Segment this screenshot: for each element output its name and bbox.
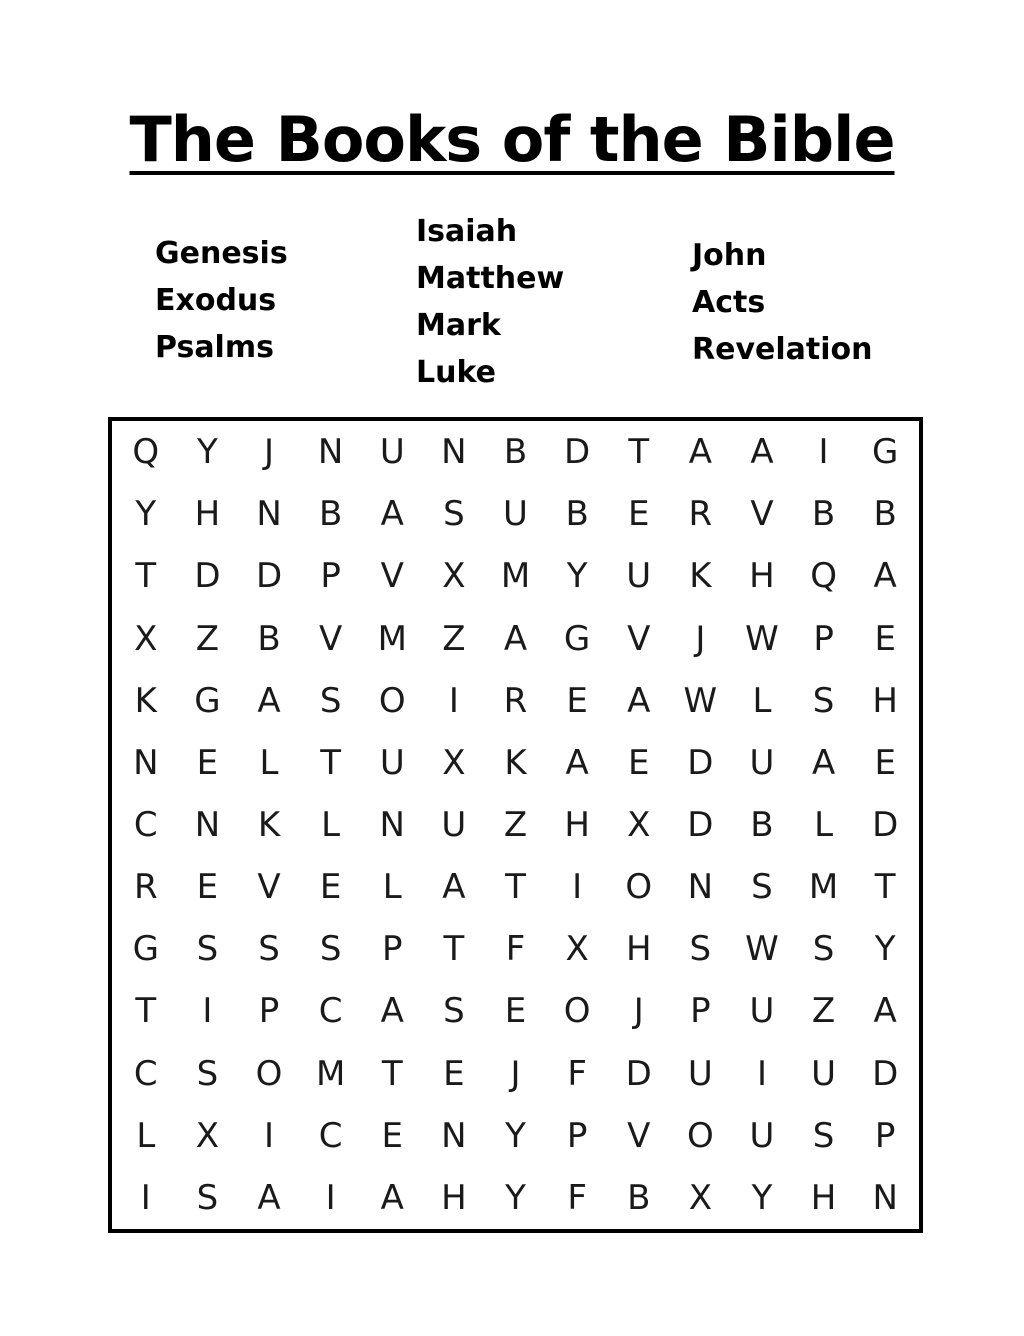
grid-letter-cell[interactable]: J [695, 618, 706, 659]
grid-letter-cell[interactable]: Y [197, 432, 218, 473]
grid-letter-cell[interactable]: E [874, 618, 896, 659]
grid-letter-cell[interactable]: K [257, 804, 281, 845]
grid-letter-cell[interactable]: U [626, 556, 652, 597]
grid-letter-cell[interactable]: A [750, 432, 774, 473]
grid-letter-cell[interactable]: V [319, 618, 343, 659]
word-list-column-2 [416, 208, 564, 396]
grid-letter-cell[interactable]: J [510, 1053, 521, 1094]
grid-letter-cell[interactable]: U [503, 494, 528, 535]
grid-letter-cell[interactable]: A [257, 1177, 281, 1218]
grid-letter-cell[interactable]: D [687, 742, 714, 783]
grid-letter-cell[interactable]: B [627, 1177, 651, 1218]
grid-letter-cell[interactable]: S [443, 494, 465, 535]
grid-letter-cell[interactable]: Z [195, 618, 220, 659]
grid-letter-cell[interactable]: V [750, 494, 774, 535]
grid-letter-cell[interactable]: I [140, 1177, 151, 1218]
grid-letter-cell[interactable]: B [565, 494, 589, 535]
grid-letter-cell[interactable]: T [320, 742, 342, 783]
grid-letter-cell[interactable]: N [687, 867, 714, 908]
grid-letter-cell[interactable]: Y [505, 1177, 526, 1218]
grid-letter-cell[interactable]: N [441, 1115, 467, 1156]
grid-letter-cell[interactable]: D [872, 1053, 899, 1094]
grid-letter-cell[interactable]: F [567, 1053, 587, 1094]
grid-letter-cell[interactable]: C [133, 804, 158, 845]
grid-letter-cell[interactable]: L [814, 804, 834, 845]
grid-letter-cell[interactable]: G [563, 618, 591, 659]
grid-letter-cell[interactable]: D [687, 804, 714, 845]
grid-letter-cell[interactable]: Y [505, 1115, 526, 1156]
grid-letter-cell[interactable]: G [872, 432, 899, 473]
grid-letter-cell[interactable]: O [686, 1115, 714, 1156]
grid-letter-cell[interactable]: U [379, 432, 405, 473]
grid-letter-cell[interactable]: A [380, 1177, 404, 1218]
grid-letter-cell[interactable]: Y [874, 929, 896, 970]
grid-letter-cell[interactable]: P [874, 1115, 896, 1156]
grid-letter-cell[interactable]: Z [503, 804, 528, 845]
grid-letter-cell[interactable]: P [813, 618, 834, 659]
grid-letter-cell[interactable]: E [319, 867, 342, 908]
grid-letter-cell[interactable]: L [259, 742, 279, 783]
grid-letter-cell[interactable]: B [811, 494, 836, 535]
grid-letter-cell[interactable]: S [751, 867, 773, 908]
grid-letter-cell[interactable]: S [196, 1053, 219, 1094]
grid-letter-cell[interactable]: C [318, 991, 343, 1032]
grid-letter-cell[interactable]: I [756, 1053, 767, 1094]
grid-letter-cell[interactable]: R [133, 867, 158, 908]
word-list-item: Isaiah [416, 214, 518, 249]
grid-letter-cell[interactable]: H [872, 680, 898, 721]
grid-letter-cell[interactable]: S [258, 929, 280, 970]
grid-letter-cell[interactable]: G [132, 929, 159, 970]
grid-letter-cell[interactable]: B [318, 494, 343, 535]
grid-letter-cell[interactable]: H [810, 1177, 837, 1218]
grid-letter-cell[interactable]: W [745, 618, 779, 659]
word-search-grid [108, 417, 923, 1233]
word-list-item: Acts [692, 285, 766, 320]
grid-letter-cell[interactable]: E [381, 1115, 403, 1156]
grid-letter-cell[interactable]: N [194, 804, 221, 845]
grid-letter-cell[interactable]: N [317, 432, 344, 473]
grid-letter-cell[interactable]: O [625, 867, 653, 908]
grid-letter-cell[interactable]: X [134, 618, 158, 659]
grid-letter-cell[interactable]: F [505, 929, 526, 970]
grid-letter-cell[interactable]: M [500, 556, 531, 597]
grid-letter-cell[interactable]: E [443, 1053, 465, 1094]
grid-letter-cell[interactable]: T [135, 556, 157, 597]
grid-letter-cell[interactable]: U [687, 1053, 713, 1094]
grid-letter-cell[interactable]: W [683, 680, 718, 721]
grid-letter-cell[interactable]: Z [442, 618, 466, 659]
grid-letter-cell[interactable]: T [135, 991, 157, 1032]
grid-letter-cell[interactable]: U [749, 742, 775, 783]
grid-letter-cell[interactable]: E [196, 867, 219, 908]
grid-letter-cell[interactable]: H [749, 556, 775, 597]
grid-letter-cell[interactable]: X [195, 1115, 220, 1156]
grid-letter-cell[interactable]: O [563, 991, 591, 1032]
grid-letter-cell[interactable]: U [749, 991, 775, 1032]
grid-letter-cell[interactable]: H [194, 494, 221, 535]
grid-letter-cell[interactable]: N [133, 742, 159, 783]
grid-letter-cell[interactable]: F [567, 1177, 587, 1218]
grid-letter-cell[interactable]: U [811, 1053, 837, 1094]
grid-letter-cell[interactable]: S [812, 680, 835, 721]
grid-letter-cell[interactable]: V [257, 867, 281, 908]
grid-letter-cell[interactable]: A [811, 742, 836, 783]
grid-letter-cell[interactable]: A [380, 991, 404, 1032]
grid-letter-cell[interactable]: R [503, 680, 528, 721]
grid-letter-cell[interactable]: V [380, 556, 404, 597]
grid-letter-cell[interactable]: S [812, 1115, 835, 1156]
grid-letter-cell[interactable]: X [627, 804, 651, 845]
grid-letter-cell[interactable]: U [749, 1115, 775, 1156]
grid-letter-cell[interactable]: A [688, 432, 712, 473]
grid-letter-cell[interactable]: P [382, 929, 403, 970]
word-list-item: Exodus [155, 283, 277, 318]
grid-letter-cell[interactable]: E [566, 680, 588, 721]
grid-letter-cell[interactable]: P [258, 991, 280, 1032]
grid-letter-cell[interactable]: H [564, 804, 590, 845]
grid-letter-cell[interactable]: D [564, 432, 591, 473]
grid-letter-cell[interactable]: D [872, 804, 899, 845]
grid-letter-cell[interactable]: J [264, 432, 275, 473]
word-list-item: John [692, 238, 767, 273]
grid-letter-cell[interactable]: S [812, 929, 835, 970]
grid-letter-cell[interactable]: E [874, 742, 896, 783]
grid-letter-cell[interactable]: X [442, 742, 466, 783]
grid-letter-cell[interactable]: V [627, 1115, 651, 1156]
grid-letter-cell[interactable]: L [382, 867, 402, 908]
grid-letter-cell[interactable]: P [566, 1115, 588, 1156]
grid-letter-cell[interactable]: H [625, 929, 652, 970]
grid-letter-cell[interactable]: E [504, 991, 527, 1032]
grid-letter-cell[interactable]: Q [132, 432, 160, 473]
grid-letter-cell[interactable]: B [750, 804, 774, 845]
grid-letter-cell[interactable]: I [202, 991, 213, 1032]
grid-letter-cell[interactable]: S [689, 929, 712, 970]
grid-letter-cell[interactable]: H [441, 1177, 467, 1218]
word-list-item: Genesis [155, 236, 288, 271]
grid-letter-cell[interactable]: C [318, 1115, 343, 1156]
word-list-item: Matthew [416, 261, 565, 296]
grid-letter-cell[interactable]: C [133, 1053, 158, 1094]
grid-letter-cell[interactable]: I [325, 1177, 336, 1218]
grid-letter-cell[interactable]: L [136, 1115, 156, 1156]
grid-letter-cell[interactable]: X [442, 556, 466, 597]
grid-letter-cell[interactable]: J [633, 991, 644, 1032]
grid-letter-cell[interactable]: A [627, 680, 651, 721]
grid-letter-cell[interactable]: O [255, 1053, 283, 1094]
grid-letter-cell[interactable]: P [690, 991, 711, 1032]
grid-letter-cell[interactable]: I [572, 867, 583, 908]
grid-letter-cell[interactable]: Y [135, 494, 157, 535]
grid-letter-cell[interactable]: D [255, 556, 283, 597]
grid-letter-cell[interactable]: K [134, 680, 157, 721]
grid-letter-cell[interactable]: Y [566, 556, 588, 597]
grid-letter-cell[interactable]: Z [811, 991, 836, 1032]
grid-letter-cell[interactable]: Y [751, 1177, 773, 1218]
grid-letter-cell[interactable]: D [625, 1053, 652, 1094]
grid-letter-cell[interactable]: I [448, 680, 459, 721]
word-list-item: Luke [416, 355, 496, 390]
grid-letter-cell[interactable]: L [321, 804, 341, 845]
word-list-item: Psalms [155, 330, 274, 365]
grid-letter-cell[interactable]: G [194, 680, 221, 721]
grid-letter-cell[interactable]: T [443, 929, 465, 970]
grid-letter-cell[interactable]: U [441, 804, 467, 845]
grid-letter-cell[interactable]: T [505, 867, 526, 908]
grid-letter-cell[interactable]: K [689, 556, 712, 597]
grid-letter-cell[interactable]: R [688, 494, 713, 535]
grid-letter-cell[interactable]: T [874, 867, 896, 908]
grid-letter-cell[interactable]: S [319, 680, 342, 721]
page-title [0, 98, 1024, 182]
grid-letter-cell[interactable]: A [257, 680, 281, 721]
grid-letter-cell[interactable]: M [315, 1053, 346, 1094]
grid-letter-cell[interactable]: T [628, 432, 650, 473]
grid-letter-cell[interactable]: W [745, 929, 779, 970]
grid-letter-cell[interactable]: A [503, 618, 528, 659]
word-list-item: Mark [416, 308, 501, 343]
grid-letter-cell[interactable]: X [688, 1177, 712, 1218]
grid-letter-cell[interactable]: B [873, 494, 897, 535]
grid-letter-cell[interactable]: B [503, 432, 528, 473]
grid-letter-cell[interactable]: N [379, 804, 405, 845]
grid-letter-cell[interactable]: T [381, 1053, 403, 1094]
word-list-column-1 [155, 230, 288, 371]
grid-letter-cell[interactable]: I [818, 432, 829, 473]
grid-letter-cell[interactable]: S [443, 991, 465, 1032]
grid-letter-cell[interactable]: M [377, 618, 407, 659]
word-list-column-3 [692, 232, 872, 373]
grid-letter-cell[interactable]: N [441, 432, 467, 473]
grid-letter-cell[interactable]: P [320, 556, 341, 597]
grid-letter-cell[interactable]: X [565, 929, 589, 970]
grid-letter-cell[interactable]: L [752, 680, 772, 721]
grid-letter-cell[interactable]: E [627, 494, 650, 535]
grid-letter-cell[interactable]: S [196, 1177, 219, 1218]
grid-letter-cell[interactable]: N [872, 1177, 898, 1218]
grid-letter-cell[interactable]: A [442, 867, 466, 908]
grid-letter-cell[interactable]: E [627, 742, 650, 783]
grid-letter-cell[interactable]: A [380, 494, 404, 535]
grid-letter-cell[interactable]: O [378, 680, 406, 721]
grid-letter-cell[interactable]: A [873, 991, 897, 1032]
grid-letter-cell[interactable]: Q [810, 556, 837, 597]
grid-letter-cell[interactable]: K [504, 742, 527, 783]
grid-letter-cell[interactable]: I [264, 1115, 275, 1156]
grid-letter-cell[interactable]: S [319, 929, 342, 970]
grid-letter-cell[interactable]: E [196, 742, 219, 783]
grid-letter-cell[interactable]: U [379, 742, 405, 783]
word-list-item: Revelation [692, 332, 873, 367]
grid-letter-cell[interactable]: D [194, 556, 221, 597]
page-title-text: The Books of the Bible [129, 103, 895, 176]
grid-letter-cell[interactable]: A [565, 742, 589, 783]
grid-letter-cell[interactable]: S [196, 929, 219, 970]
grid-letter-cell[interactable]: V [627, 618, 651, 659]
grid-letter-cell[interactable]: N [256, 494, 282, 535]
grid-letter-cell[interactable]: M [808, 867, 839, 908]
grid-letter-cell[interactable]: A [873, 556, 897, 597]
grid-letter-cell[interactable]: B [257, 618, 281, 659]
